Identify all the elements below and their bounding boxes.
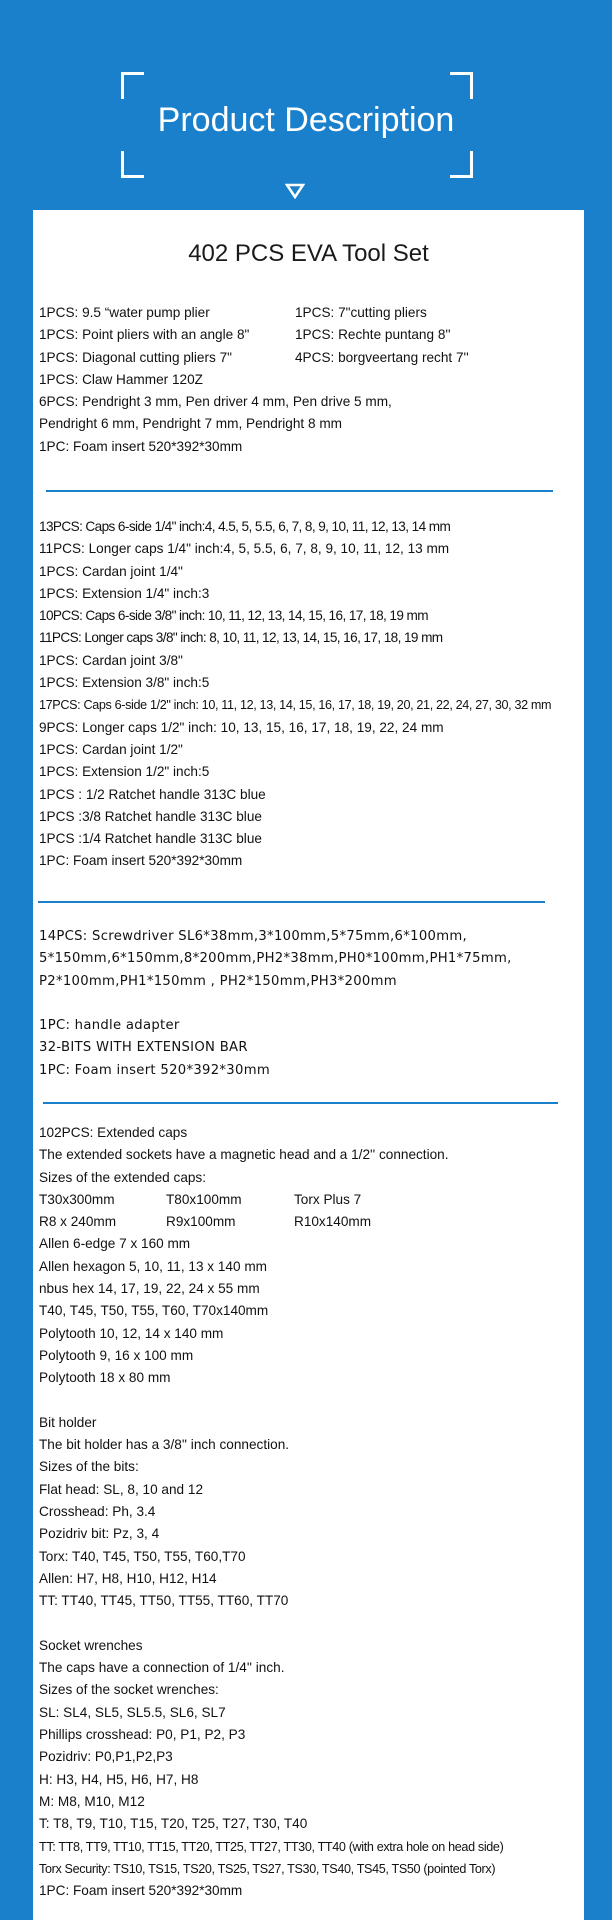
spec-line: TT: TT40, TT45, TT50, TT55, TT60, TT70 (39, 1593, 289, 1609)
spec-line: Allen hexagon 5, 10, 11, 13 x 140 mm (39, 1258, 267, 1274)
banner-title: Product Description (157, 101, 455, 139)
spec-line: Torx: T40, T45, T50, T55, T60,T70 (39, 1548, 246, 1564)
spec-line: 1PC: handle adapter (39, 1018, 180, 1034)
spec-line: 11PCS: Longer caps 1/4" inch:4, 5, 5.5, 6, 7, 8, 9, 10, 11, 12, 13 mm (39, 541, 450, 557)
spec-line: Polytooth 18 x 80 mm (39, 1370, 171, 1386)
spec-line: 1PCS : 1/2 Ratchet handle 313C blue (39, 786, 266, 802)
spec-line: 1PC: Foam insert 520*392*30mm (39, 853, 243, 869)
spec-line: 1PCS: Extension 3/8" inch:5 (39, 675, 210, 691)
spec-line: Sizes of the bits: (39, 1459, 139, 1475)
section-extended-caps (39, 1122, 503, 1902)
spec-line: 1PC: Foam insert 520*392*30mm (39, 1062, 270, 1078)
spec-line: 1PCS: Cardan joint 1/4" (39, 563, 183, 579)
spec-item: 1PCS: Rechte puntang 8'' (295, 327, 451, 343)
spec-line: 14PCS: Screwdriver SL6*38mm,3*100mm,5*75mm,6*100mm, (39, 929, 467, 944)
size-item: R9x100mm (166, 1214, 236, 1230)
spec-line: Phillips crosshead: P0, P1, P2, P3 (39, 1727, 246, 1743)
blank-line (39, 1390, 503, 1412)
spec-line: 1PCS: Cardan joint 3/8" (39, 652, 183, 668)
section-divider (46, 490, 553, 492)
spec-line: 11PCS: Longer caps 3/8" inch: 8, 10, 11, 12, 13, 14, 15, 16, 17, 18, 19 mm (39, 630, 443, 646)
spec-line: The extended sockets have a magnetic head and a 1/2'' connection. (39, 1147, 449, 1163)
spec-line: The bit holder has a 3/8'' inch connection. (39, 1437, 290, 1453)
spec-line: nbus hex 14, 17, 19, 22, 24 x 55 mm (39, 1281, 260, 1297)
spec-item: 1PCS: Point pliers with an angle 8" (39, 327, 250, 343)
spec-line: 1PCS: Cardan joint 1/2" (39, 741, 183, 757)
spec-line: SL: SL4, SL5, SL5.5, SL6, SL7 (39, 1704, 226, 1720)
spec-row (39, 347, 469, 369)
size-item: R10x140mm (294, 1214, 372, 1230)
spec-line: Crosshead: Ph, 3.4 (39, 1504, 156, 1520)
spec-line: T40, T45, T50, T55, T60, T70x140mm (39, 1303, 269, 1319)
spec-line: Torx Security: TS10, TS15, TS20, TS25, TS27, TS30, TS40, TS45, TS50 (pointed Torx) (39, 1861, 496, 1876)
spec-item: 1PCS: Diagonal cutting pliers 7" (39, 349, 232, 365)
spec-line: P2*100mm,PH1*150mm , PH2*150mm,PH3*200mm (39, 973, 397, 989)
size-item: Torx Plus 7 (294, 1191, 362, 1207)
spec-line: Sizes of the socket wrenches: (39, 1682, 219, 1698)
spec-line: 5*150mm,6*150mm,8*200mm,PH2*38mm,PH0*100mm,PH1*75mm, (39, 951, 512, 967)
spec-line: 17PCS: Caps 6-side 1/2" inch: 10, 11, 12, 13, 14, 15, 16, 17, 18, 19, 20, 21, 22, 24, 27, 30, 32 mm (39, 698, 552, 713)
spec-item: 1PCS: 7"cutting pliers (295, 305, 427, 320)
section-divider (38, 901, 545, 903)
spec-line: TT: TT8, TT9, TT10, TT15, TT20, TT25, TT27, TT30, TT40 (with extra hole on head side) (39, 1839, 504, 1854)
size-row (39, 1211, 503, 1233)
page-title: 402 PCS EVA Tool Set (188, 240, 429, 267)
section-divider (43, 1102, 558, 1104)
spec-line: 6PCS: Pendright 3 mm, Pen driver 4 mm, Pen drive 5 mm, (39, 394, 392, 410)
spec-line: 1PC: Foam insert 520*392*30mm (39, 1883, 243, 1899)
spec-row (39, 302, 469, 324)
spec-line: 1PCS: Extension 1/2" inch:5 (39, 764, 210, 780)
blank-line (39, 1613, 503, 1635)
size-item: T30x300mm (39, 1191, 115, 1207)
spec-line: Pozidriv bit: Pz, 3, 4 (39, 1526, 160, 1542)
spec-line: 13PCS: Caps 6-side 1/4" inch:4, 4.5, 5, 5.5, 6, 7, 8, 9, 10, 11, 12, 13, 14 mm (39, 519, 451, 534)
spec-line: 32-BITS WITH EXTENSION BAR (39, 1040, 248, 1056)
blank-line (39, 993, 512, 1015)
spec-item: 1PCS: 9.5 “water pump plier (39, 305, 210, 320)
header-banner (0, 0, 612, 208)
spec-line: Bit holder (39, 1414, 97, 1430)
size-item: R8 x 240mm (39, 1214, 117, 1230)
spec-line: Polytooth 9, 16 x 100 mm (39, 1347, 194, 1363)
spec-line: Polytooth 10, 12, 14 x 140 mm (39, 1325, 224, 1341)
spec-line: 102PCS: Extended caps (39, 1125, 188, 1140)
spec-line: 1PCS: Claw Hammer 120Z (39, 371, 203, 387)
size-item: T80x100mm (166, 1191, 242, 1207)
spec-line: 1PCS: Extension 1/4" inch:3 (39, 585, 210, 601)
spec-line: T: T8, T9, T10, T15, T20, T25, T27, T30, T40 (39, 1816, 308, 1832)
spec-line: 1PCS :3/8 Ratchet handle 313C blue (39, 808, 262, 824)
spec-line: 10PCS: Caps 6-side 3/8" inch: 10, 11, 12, 13, 14, 15, 16, 17, 18, 19 mm (39, 608, 428, 624)
down-triangle-icon (285, 183, 305, 199)
spec-line: 1PC: Foam insert 520*392*30mm (39, 438, 243, 454)
spec-line: 9PCS: Longer caps 1/2" inch: 10, 13, 15, 16, 17, 18, 19, 22, 24 mm (39, 719, 444, 735)
spec-item: 4PCS: borgveertang recht 7'' (295, 349, 469, 365)
spec-line: Allen 6-edge 7 x 160 mm (39, 1236, 191, 1252)
spec-line: Sizes of the extended caps: (39, 1169, 207, 1185)
spec-line: Flat head: SL, 8, 10 and 12 (39, 1481, 204, 1497)
spec-line: Socket wrenches (39, 1637, 143, 1653)
spec-line: M: M8, M10, M12 (39, 1793, 145, 1809)
size-row (39, 1189, 503, 1211)
spec-row (39, 324, 469, 346)
content-sheet (33, 210, 584, 1920)
spec-line: The caps have a connection of 1/4'' inch. (39, 1660, 285, 1676)
spec-line: H: H3, H4, H5, H6, H7, H8 (39, 1771, 199, 1787)
spec-line: Pendright 6 mm, Pendright 7 mm, Pendright 8 mm (39, 416, 342, 432)
section-screwdrivers (39, 926, 512, 1082)
section-pliers (39, 302, 469, 458)
spec-line: 1PCS :1/4 Ratchet handle 313C blue (39, 831, 262, 847)
spec-line: Pozidriv: P0,P1,P2,P3 (39, 1749, 173, 1765)
spec-line: Allen: H7, H8, H10, H12, H14 (39, 1570, 217, 1586)
section-sockets (39, 516, 551, 873)
